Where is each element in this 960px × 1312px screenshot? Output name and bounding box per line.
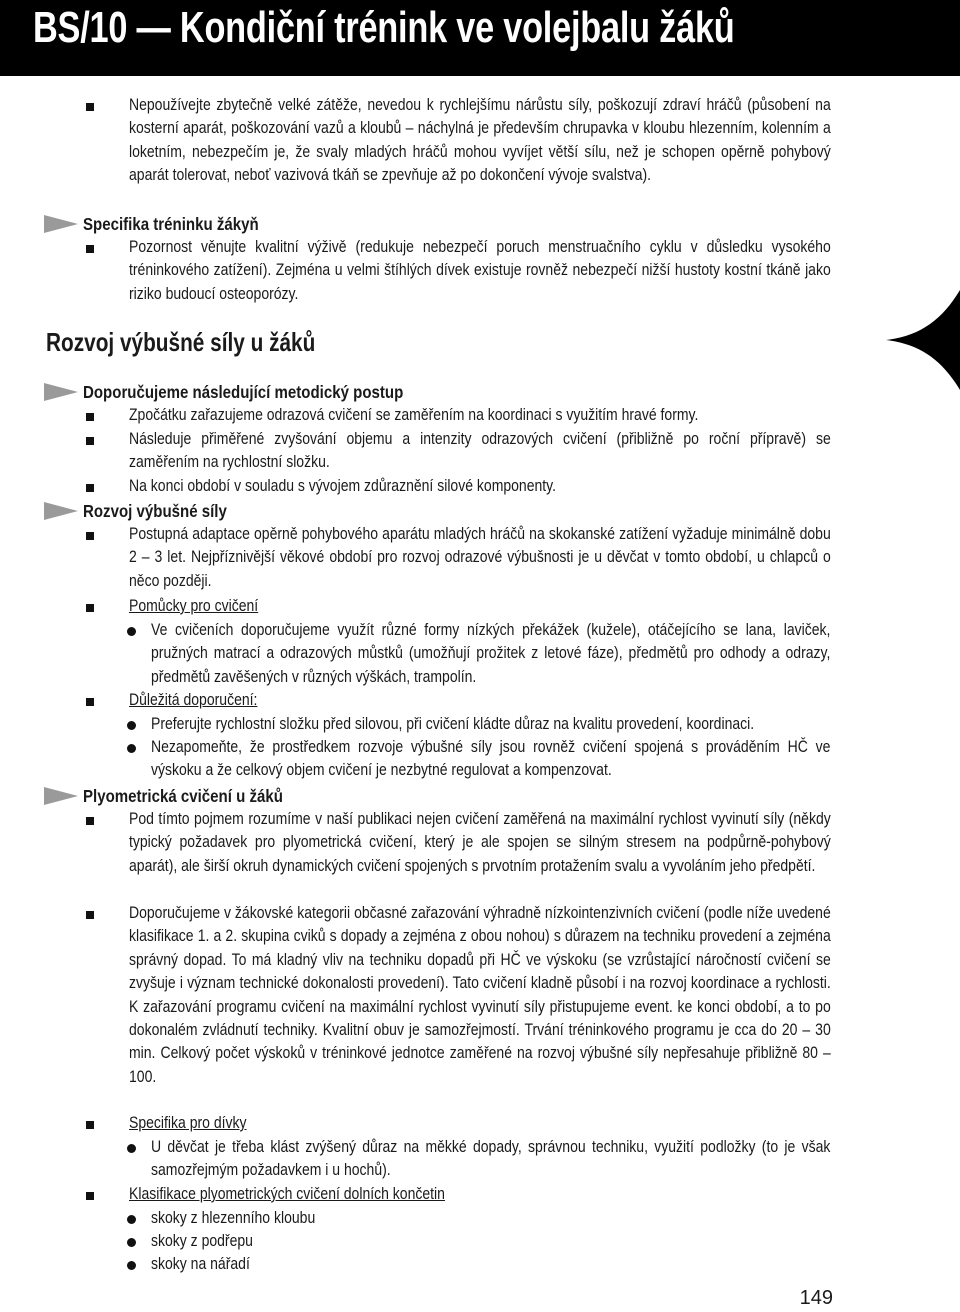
klasifikace-bullet bbox=[0, 1183, 960, 1207]
underlined-label: Důležitá doporučení: bbox=[129, 691, 258, 709]
section-heading: Specifika tréninku žákyň bbox=[83, 214, 259, 234]
document-body bbox=[0, 94, 960, 1276]
square-bullet-icon bbox=[86, 817, 94, 825]
round-bullet-icon bbox=[127, 627, 136, 636]
bullet-text: Zpočátku zařazujeme odrazová cvičení se zaměřením na koordinaci s využitím hravé formy. bbox=[129, 406, 699, 424]
pomucky-bullet bbox=[0, 595, 960, 619]
round-bullet-icon bbox=[127, 1215, 136, 1224]
specifika-heading-row bbox=[0, 212, 960, 236]
triangle-arrow-icon bbox=[44, 383, 78, 401]
triangle-arrow-icon bbox=[44, 502, 78, 520]
page-header bbox=[0, 0, 960, 76]
sub-bullet-text: Preferujte rychlostní složku před silovou, při cvičení kládte důraz na kvalitu provedení, koordinaci. bbox=[151, 715, 755, 733]
square-bullet-icon bbox=[86, 698, 94, 706]
doporucujeme-bullet-2 bbox=[0, 428, 960, 475]
doporucujeme-bullet-3 bbox=[0, 475, 960, 499]
bullet-text: Pozornost věnujte kvalitní výživě (redukuje nebezpečí poruch menstruačního cyklu v důsledku vysokého tréninkového zatížení). Zejména u velmi štíhlých dívek existuje rovněž nebezpečí nižší hustoty kostní tkáně jako riziko budoucí osteoporózy. bbox=[129, 238, 831, 303]
underlined-label: Klasifikace plyometrických cvičení dolních končetin bbox=[129, 1185, 445, 1203]
underlined-label: Pomůcky pro cvičení bbox=[129, 597, 259, 615]
square-bullet-icon bbox=[86, 911, 94, 919]
dulezita-bullet bbox=[0, 689, 960, 713]
klasifikace-sub-bullet-3 bbox=[0, 1253, 960, 1276]
page-number: 149 bbox=[799, 1287, 833, 1309]
square-bullet-icon bbox=[86, 103, 94, 111]
bullet-text: Následuje přiměřené zvyšování objemu a intenzity odrazových cvičení (přibližně po roční přípravě) se zaměřením na rychlostní složku. bbox=[129, 430, 831, 472]
underlined-label: Specifika pro dívky bbox=[129, 1114, 247, 1132]
square-bullet-icon bbox=[86, 437, 94, 445]
doporucujeme-heading-row bbox=[0, 380, 960, 404]
bullet-text: Postupná adaptace opěrně pohybového aparátu mladých hráčů na skokanské zatížení vyžaduje minimálně dobu 2 – 3 let. Nejpříznivější věkové období pro rozvoj odrazové výbušnosti je u děvčat v tomto období, u chlapců o něco později. bbox=[129, 525, 831, 590]
pomucky-sub-bullet bbox=[0, 619, 960, 689]
triangle-arrow-icon bbox=[44, 215, 78, 233]
square-bullet-icon bbox=[86, 245, 94, 253]
sub-bullet-text: Ve cvičeních doporučujeme využít různé formy nízkých překážek (kužele), otáčejícího se lana, laviček, pružných matrací a odrazových můstků (umožňují prožitek z letové fáze), předmětů pro odhody a odrazy, předmětů zavěšených v různých výškách, trampolín. bbox=[151, 621, 831, 686]
round-bullet-icon bbox=[127, 1261, 136, 1270]
sub-bullet-text: U děvčat je třeba klást zvýšený důraz na měkké dopady, správnou techniku, využití podložky (to je však samozřejmým požadavkem i u hochů). bbox=[151, 1138, 831, 1180]
square-bullet-icon bbox=[86, 604, 94, 612]
section-heading: Doporučujeme následující metodický postup bbox=[83, 382, 404, 402]
square-bullet-icon bbox=[86, 532, 94, 540]
rozvoj-heading-row bbox=[0, 499, 960, 523]
section-title: Rozvoj výbušné síly u žáků bbox=[46, 327, 316, 357]
plyometricka-bullet-2 bbox=[0, 902, 960, 1112]
bullet-text: Nepoužívejte zbytečně velké zátěže, nevedou k rychlejšímu nárůstu síly, poškozují zdraví hráčů (působení na kosterní aparát, poškozování vazů a kloubů – náchylná je především chrupavka v kloubu hlezenním, kolenním a loketním, nebezpečím je, že svaly mladých hráčů mohou vyvíjet větší sílu, než je schopen opěrně pohybový aparát tolerovat, neboť vazivová tkáň se zpevňuje až po dokončení vývoje svalstva). bbox=[129, 96, 831, 185]
specifika-bullet bbox=[0, 236, 960, 308]
bullet-text: Pod tímto pojmem rozumíme v naší publikaci nejen cvičení zaměřená na maximální rychlost vyvinutí síly (někdy typický požadavek pro plyometrická cvičení, který je ale spojen se silným stresem na podpůrně-pohybový aparát), ale širší okruh dynamických cvičení spojených s prvotním protažením svalu a vyvoláním jeho předpětí. bbox=[129, 810, 831, 875]
intro-bullet bbox=[0, 94, 960, 212]
doporucujeme-bullet-1 bbox=[0, 404, 960, 428]
bullet-text: Na konci období v souladu s vývojem zdůraznění silové komponenty. bbox=[129, 477, 557, 495]
section-title-row bbox=[0, 308, 960, 380]
round-bullet-icon bbox=[127, 1238, 136, 1247]
square-bullet-icon bbox=[86, 413, 94, 421]
rozvoj-bullet-1 bbox=[0, 523, 960, 595]
section-heading: Rozvoj výbušné síly bbox=[83, 501, 227, 521]
triangle-arrow-icon bbox=[44, 787, 78, 805]
plyometricka-bullet-1 bbox=[0, 808, 960, 902]
sub-bullet-text: skoky z hlezenního kloubu bbox=[151, 1209, 316, 1227]
klasifikace-sub-bullet-1 bbox=[0, 1207, 960, 1230]
square-bullet-icon bbox=[86, 1192, 94, 1200]
round-bullet-icon bbox=[127, 721, 136, 730]
square-bullet-icon bbox=[86, 1121, 94, 1129]
dulezita-sub-bullet-2 bbox=[0, 736, 960, 784]
bullet-text: Doporučujeme v žákovské kategorii občasné zařazování výhradně nízkointenzivních cvičení (podle níže uvedené klasifikace 1. a 2. skupina cviků s dopady a zejména z obou nohou) s důrazem na techniku provedení a zejména správný dopad. To má kladný vliv na techniku dopadů při HČ ve výskoku (se vzrůstající náročností cvičení se zvyšuje i význam technické dokonalosti provedení). Tato cvičení kladně působí i na rozvoj koordinace a rychlosti. K zařazování programu cvičení na maximální rychlost vyvinutí síly přistupujeme event. ke konci období, a to po dokonalém zvládnutí techniky. Kvalitní obuv je samozřejmostí. Trvání tréninkového programu je cca do 20 – 30 min. Celkový počet výskoků v tréninkové jednotce zaměřené na rozvoj výbušné síly nepřesahuje přibližně 80 – 100. bbox=[129, 904, 831, 1086]
section-heading: Plyometrická cvičení u žáků bbox=[83, 786, 283, 806]
sub-bullet-text: Nezapomeňte, že prostředkem rozvoje výbušné síly jsou rovněž cvičení spojená s prováděním HČ ve výskoku a že celkový objem cvičení je nezbytné regulovat a kompenzovat. bbox=[151, 738, 831, 780]
sub-bullet-text: skoky z podřepu bbox=[151, 1232, 253, 1250]
divky-bullet bbox=[0, 1112, 960, 1136]
divky-sub-bullet bbox=[0, 1136, 960, 1183]
square-bullet-icon bbox=[86, 484, 94, 492]
page-title: BS/10 — Kondiční trénink ve volejbalu žáků bbox=[33, 3, 735, 52]
sub-bullet-text: skoky na nářadí bbox=[151, 1255, 250, 1273]
klasifikace-sub-bullet-2 bbox=[0, 1230, 960, 1253]
plyometricka-heading-row bbox=[0, 784, 960, 808]
round-bullet-icon bbox=[127, 744, 136, 753]
dulezita-sub-bullet-1 bbox=[0, 713, 960, 736]
round-bullet-icon bbox=[127, 1144, 136, 1153]
